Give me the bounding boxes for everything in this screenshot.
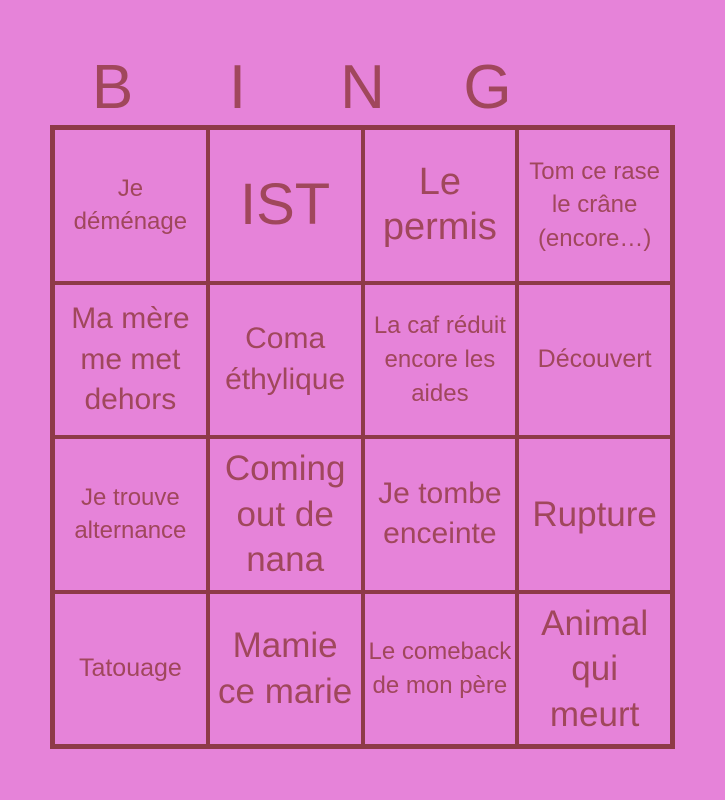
bingo-cell[interactable]: Le comeback de mon père (363, 592, 518, 747)
bingo-cell[interactable]: Je trouve alternance (53, 437, 208, 592)
header-letter-n: N (340, 53, 385, 122)
bingo-cell[interactable]: Mamie ce marie (208, 592, 363, 747)
bingo-cell[interactable]: Coming out de nana (208, 437, 363, 592)
bingo-cell[interactable]: Découvert (517, 283, 672, 438)
bingo-cell[interactable]: La caf réduit encore les aides (363, 283, 518, 438)
bingo-cell[interactable]: Je tombe enceinte (363, 437, 518, 592)
bingo-cell[interactable]: Coma éthylique (208, 283, 363, 438)
bingo-board (50, 125, 675, 749)
header-letter-g: G (463, 53, 512, 122)
bingo-cell[interactable]: IST (208, 128, 363, 283)
bingo-cell[interactable]: Le permis (363, 128, 518, 283)
header-letter-b: B (91, 53, 134, 122)
bingo-cell[interactable]: Ma mère me met dehors (53, 283, 208, 438)
bingo-cell[interactable]: Je déménage (53, 128, 208, 283)
bingo-header (50, 50, 675, 126)
bingo-cell[interactable]: Tatouage (53, 592, 208, 747)
header-letter-i: I (228, 53, 247, 122)
bingo-cell[interactable]: Animal qui meurt (517, 592, 672, 747)
bingo-cell[interactable]: Tom ce rase le crâne (encore…) (517, 128, 672, 283)
bingo-cell[interactable]: Rupture (517, 437, 672, 592)
